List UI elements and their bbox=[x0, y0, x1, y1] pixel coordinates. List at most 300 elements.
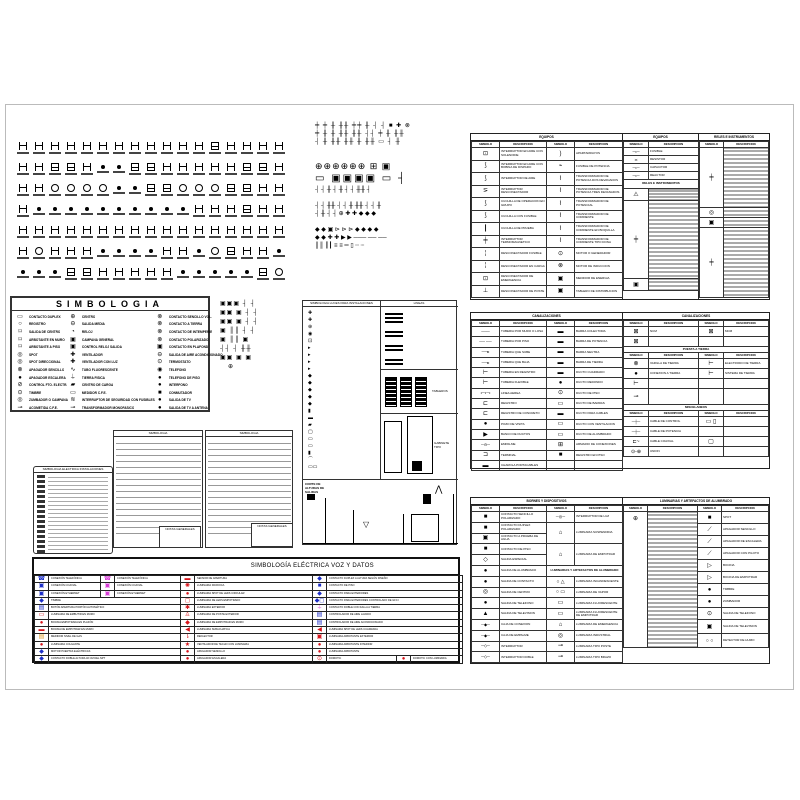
legend-row: ■ CONMUTADOR bbox=[155, 389, 223, 397]
conduits-right-section: SIMBOLO DESCRIPCION SIMBOLO DESCRIPCION ⊠ NCM ⊠ MCM ⊠ PUESTA A TIERRA SIMBOLO DESCRIPCION SIMBOLO DESCRIPCION ⊗ VARILLA DE TIERRA ⊢ ELECTRODO DE TIERRA ● CONEXION A TIERRA ⊢ SISTEMA DE TIERRA ⊢ ⊸ MISCELANEOS SIMBOLO DESCRIPCION SIMBOLO DESCRIPCION ─┼─ CABLE DE CONTROL ▭ ▯ ─┼─ CABLE DE POTENCIA ⊏~ CABLE COAXIAL ▢ ⊙-⊕ UNION bbox=[623, 320, 769, 469]
node-symbol-icon bbox=[113, 247, 125, 262]
table-row: ▤ BOTÓN APERTURA PORTÓN AUTOMÁTICO ✱ LUMINARIA EXTERIOR ⏚ CONTACTO DOBLE CON FALLA A TIERRA bbox=[35, 605, 463, 612]
node-symbol-icon bbox=[97, 205, 109, 220]
switch-symbol-icon bbox=[177, 226, 189, 241]
stair-switch-icon: ● bbox=[18, 374, 22, 381]
switch-symbol-icon bbox=[161, 226, 173, 241]
box-symbol-icon bbox=[161, 184, 173, 199]
box-symbol-icon bbox=[257, 268, 269, 283]
legend-row: ● SALIDA DE TV bbox=[155, 397, 223, 405]
node-symbol-icon bbox=[193, 247, 205, 262]
panel-board-icon bbox=[385, 377, 397, 407]
speaker-symbol-icon bbox=[97, 268, 109, 283]
center-icon: ⊕ bbox=[70, 313, 76, 320]
dimension-line bbox=[453, 494, 454, 543]
switch-symbol-icon bbox=[257, 184, 269, 199]
equipment-table bbox=[470, 133, 770, 300]
relay-list bbox=[649, 201, 699, 279]
thermomagnetic-breaker-icon: ╪ bbox=[472, 235, 500, 248]
installation-table-title: SIMBOLOGIA ELECTRICA INSTALACIONES bbox=[34, 467, 112, 473]
ground-bus-icon: ⊢ bbox=[624, 379, 649, 389]
switch-symbol-icon bbox=[273, 163, 285, 178]
panel-board-icon bbox=[415, 377, 427, 407]
panel-board-icon bbox=[400, 377, 412, 407]
ground-electrode-icon: ⊢ bbox=[699, 359, 724, 369]
switch-symbol-icon bbox=[129, 226, 141, 241]
lights-legend bbox=[303, 301, 381, 479]
ethernet-jack-icon: ▣ bbox=[101, 590, 115, 597]
switch-symbol-icon bbox=[241, 247, 253, 262]
legend-row: ◔ RELOJ bbox=[68, 328, 155, 336]
gas-meter-icon: ▤ bbox=[35, 634, 49, 641]
node-symbol-icon bbox=[129, 205, 141, 220]
node-symbol-icon bbox=[49, 205, 61, 220]
legend-row: ⊸ ACOMETIDA C.F.E. bbox=[15, 404, 68, 412]
dimension-line bbox=[325, 498, 326, 543]
ac-outlet-icon: ⊖ bbox=[157, 351, 163, 358]
load-center-icon: ▰ bbox=[70, 382, 76, 389]
node-symbol-icon bbox=[113, 184, 125, 199]
legend-row: ▣ CAMPANA GENERAL bbox=[68, 336, 155, 344]
outlet-symbol-icon bbox=[273, 268, 285, 283]
power-fuse-icon: ⌁ bbox=[547, 160, 575, 173]
luminaire-notes bbox=[648, 512, 698, 648]
clock-control-icon: ▣ bbox=[70, 344, 76, 351]
wall-lamp-icon: ◆ bbox=[181, 619, 195, 626]
voice-data-symbology-table bbox=[32, 557, 460, 663]
switch-symbol-icon bbox=[193, 205, 205, 220]
switch-symbol-icon bbox=[17, 205, 29, 220]
simple-outlet-icon: ⊗ bbox=[157, 313, 163, 320]
phone-outlet-icon: ⊙ bbox=[698, 608, 722, 620]
breaker-symbol-icon bbox=[257, 163, 269, 178]
switch-symbol-icon bbox=[193, 142, 205, 157]
legend-row: ⌑ ARBOTANTE A PISO bbox=[15, 343, 68, 351]
duplex-outlet-icon: ▭ bbox=[17, 313, 23, 320]
load-disconnector-icon: ╎ bbox=[472, 260, 500, 273]
relays-instruments-section: SIMBOLO DESCRIPCION ╪ ◎ ▣ ╪ bbox=[699, 141, 769, 299]
switch-symbol-icon bbox=[129, 142, 141, 157]
exterior-lamp-icon: ✱ bbox=[181, 605, 195, 612]
fan-icon: ✚ bbox=[70, 351, 76, 358]
buzzer-icon: ● bbox=[698, 596, 722, 608]
outlet-symbol-icon bbox=[209, 184, 221, 199]
switch-symbol-icon bbox=[97, 142, 109, 157]
switch-symbol-icon bbox=[81, 142, 93, 157]
misc-symbols-row: ┤ ┤ ╫ ┤ ╫ ┤ ┤ ╫╫ ┤ ┤ ┤ ╫╫ ┤ ┤ ╫ ╫╫ ┤ ┤ ╫ ┤ ╫ ┤ ┤ ⊕ ✚ ✚ ◆ ◆ ◆ bbox=[315, 187, 382, 217]
control-symbols: ▣▣▣ ┤ ┤ ▣▣ ▣ ┤ ┤ ▣▣ ▣ ┤ ┤ ▣ ║║ ┤ ┤ ▣ ║║ ▣ ┤┤ ┤ ╫╫ ▣▣ ▣ ▣ ⊕ bbox=[220, 301, 259, 370]
switch-symbol-icon bbox=[113, 226, 125, 241]
line-samples bbox=[385, 313, 403, 315]
single-switch-icon: ● bbox=[181, 648, 195, 655]
switch-symbol-icon bbox=[241, 226, 253, 241]
table-row: ● BOCINA EMPOTRADA EN PLAFÓN ◆ LUMINARIA DE EMPOTRAR EN MURO ▤ CONTROLADOR DE AIRE ACONDICIONADO bbox=[35, 619, 463, 626]
misc-subtitle: MISCELANEOS bbox=[624, 405, 769, 411]
floor-duct-icon: ⊙ bbox=[547, 388, 575, 398]
air-breaker-icon: ⊡ bbox=[472, 148, 500, 161]
ethernet-jack-icon: ▣ bbox=[35, 590, 49, 597]
legend-row: ◎ ZUMBADOR O CAMPANA bbox=[15, 397, 68, 405]
legend-row: ⌑ ARBOTANTE EN MURO bbox=[15, 336, 68, 344]
reactor-icon: ─•─ bbox=[624, 172, 649, 180]
outlet-symbol-icon bbox=[33, 247, 45, 262]
transformer-2w-icon: ⌇ bbox=[547, 173, 575, 186]
led-spot-icon: ● bbox=[181, 590, 195, 597]
equipment-header: EQUIPOS EQUIPOS RELES E INSTRUMENTOS bbox=[471, 134, 769, 141]
gabinete-label: GABINETE TIPO bbox=[434, 441, 450, 449]
wall-conduit-icon: ─── bbox=[472, 327, 500, 337]
register-icon: ○ bbox=[18, 321, 22, 328]
panel-symbols-row: ▭ ▣▣▣▣ ▭ ┤ bbox=[315, 173, 408, 184]
clock-icon: ◔ bbox=[71, 328, 75, 335]
legend-row: ⊙ TERMOSTATO bbox=[155, 359, 223, 367]
switch-symbol-icon bbox=[17, 184, 29, 199]
special-outlet-icon: ◇ bbox=[472, 555, 500, 566]
sconce-icon: ● bbox=[313, 648, 327, 655]
switch-symbol-icon bbox=[161, 142, 173, 157]
legend-row: ▣ CONTACTO EN PLAFOND bbox=[155, 343, 223, 351]
switch-symbol-icon bbox=[273, 226, 285, 241]
legend-row: ▰ CENTRO DE CARGA bbox=[68, 381, 155, 389]
switch-symbol-icon bbox=[177, 247, 189, 262]
legend-row: ▭ MEDIDOR C.F.E. bbox=[68, 389, 155, 397]
legend-row: ⊗ CONTACTO SENCILLO VOL. bbox=[155, 313, 223, 321]
domotic-lamp-icon: ● bbox=[397, 656, 411, 663]
switch-symbol-icon bbox=[225, 205, 237, 220]
voltmeter-icon: ▣ bbox=[700, 218, 724, 228]
breaker-symbol-icon bbox=[65, 163, 77, 178]
energy-meter-icon: ▣ bbox=[547, 273, 575, 286]
installation-details-panel bbox=[302, 300, 457, 545]
fuse-icon: ─•─ bbox=[624, 148, 649, 156]
legend-row: ◎ SPOT bbox=[15, 351, 68, 359]
node-symbol-icon bbox=[209, 268, 221, 283]
coax-jack-icon: ▣ bbox=[101, 583, 115, 590]
spot-icon: ■ bbox=[698, 512, 722, 524]
box-symbol-icon bbox=[225, 247, 237, 262]
relay-group-icon: ╪ bbox=[624, 201, 649, 279]
node-symbol-icon bbox=[273, 247, 285, 262]
relay-icon: ⚠ bbox=[624, 189, 649, 201]
tableros-section bbox=[380, 369, 458, 414]
power-cable-icon: ─┼─ bbox=[624, 427, 649, 437]
grounding-subtitle: PUESTA A TIERRA bbox=[624, 347, 769, 353]
bus-duct-icon: ▭ bbox=[547, 399, 575, 409]
switch-symbol-icon bbox=[81, 247, 93, 262]
tv-outlet-icon: ▲ bbox=[472, 609, 500, 620]
recessed-lamp-icon: ⌂ bbox=[547, 544, 575, 566]
legend-row: ⊕ CENTRO bbox=[68, 313, 155, 321]
suspended-lamp-icon: ⌂ bbox=[547, 522, 575, 544]
symbology-table-middle bbox=[113, 430, 203, 548]
box-symbol-icon bbox=[145, 184, 157, 199]
switch-symbol-icon bbox=[97, 226, 109, 241]
breaker-symbol-icon bbox=[145, 163, 157, 178]
exterior-sconce-icon: ▣ bbox=[313, 634, 327, 641]
vapor-lamp-icon: ○ ▭ bbox=[547, 587, 575, 598]
lights-legend-title: SIMBOLOGIA LUCES PARA INSTALACIONES bbox=[303, 301, 380, 307]
legend-row: ⏚ TIERRA FISICA bbox=[69, 374, 105, 381]
splice-box-icon: ─◆─ bbox=[472, 630, 500, 641]
symbol-cluster-top-left bbox=[15, 142, 300, 282]
switch-symbol-icon bbox=[273, 205, 285, 220]
node-symbol-icon bbox=[145, 247, 157, 262]
pendant-lamp-icon: ● bbox=[35, 641, 49, 648]
switch-symbol-icon bbox=[33, 226, 45, 241]
legend-row: ⊗ CONTACTO A TIERRA bbox=[155, 321, 223, 329]
manhole-icon: ● bbox=[472, 419, 500, 429]
switch-symbol-icon bbox=[257, 226, 269, 241]
concrete-register-icon: ⊏ bbox=[472, 409, 500, 419]
photo-control-icon: ⊘ bbox=[17, 382, 23, 389]
terminals-header: BORNES Y DISPOSITIVOS LUMINARIAS Y ARTEFACTOS DE ALUMBRADO bbox=[471, 498, 769, 505]
notes-box: NOTAS GENERALES bbox=[251, 523, 293, 547]
table-row: ☎ CONEXIÓN TELEFÓNICA ☎ CONEXIÓN TELEFÓNICA ▬ SENSOR DE APERTURA ◆ CONTACTO DUPLEX A ALTURA SEGÚN DISEÑO bbox=[35, 576, 463, 583]
arm-lamp-icon: ⊸ bbox=[547, 652, 575, 663]
symbology-table-right bbox=[205, 430, 293, 548]
potential-transformer-icon: ⌇ bbox=[547, 198, 575, 211]
floor-outlet-icon: ■ bbox=[313, 583, 327, 590]
legend-row: ● INTERFONO bbox=[155, 381, 223, 389]
outlet-symbol-icon bbox=[177, 184, 189, 199]
load-center-icon bbox=[423, 494, 431, 504]
table-row: ◆ MOTOR PUERTAS ELÉCTRICAS ● APAGADOR SENCILLO ● LUMINARIA ARBOTANTE bbox=[35, 648, 463, 655]
simbologia-title: SIMBOLOGIA bbox=[12, 298, 208, 311]
node-symbol-icon bbox=[97, 163, 109, 178]
disconnector-icon: ⋝ bbox=[472, 185, 500, 198]
switch-symbol-icon bbox=[145, 142, 157, 157]
coax-jack-icon: ▣ bbox=[35, 583, 49, 590]
switch-symbol-icon bbox=[161, 163, 173, 178]
meter-icon bbox=[307, 494, 315, 500]
meter-list bbox=[724, 228, 769, 298]
terminals-luminaires-table bbox=[470, 497, 770, 664]
power-bar-icon: ▬ bbox=[547, 337, 575, 347]
ground-clamp-icon: ⊸ bbox=[624, 389, 649, 405]
gfci-outlet-icon: ◆◻ bbox=[313, 597, 327, 604]
simbologia-column-3 bbox=[155, 313, 223, 412]
control-symbols-grid bbox=[220, 300, 280, 390]
meter-group-icon: ╪ bbox=[700, 228, 724, 298]
vented-duct-icon: ▭ bbox=[547, 419, 575, 429]
floor-register-icon: ■ bbox=[547, 450, 575, 460]
speaker-icon: ▷ bbox=[698, 560, 722, 572]
air-switch-icon: ⟆ bbox=[472, 173, 500, 186]
switch-icon: ─◇─ bbox=[472, 641, 500, 652]
table-rows bbox=[116, 438, 201, 538]
group-knife-switch-icon: ⟆ bbox=[472, 198, 500, 211]
service-entrance-icon: ⊸ bbox=[17, 404, 23, 411]
switch-symbol-icon bbox=[33, 163, 45, 178]
ceiling-outlet-icon: ▣ bbox=[156, 344, 163, 351]
meter-icon: ▭ bbox=[70, 389, 76, 396]
box-symbol-icon bbox=[241, 184, 253, 199]
emergency-disconnector-icon: ⊡ bbox=[472, 273, 500, 286]
ground-connection-icon: ● bbox=[624, 369, 649, 379]
distribution-board-icon: ▣ bbox=[547, 285, 575, 298]
switch-symbol-icon bbox=[145, 226, 157, 241]
door-icon bbox=[411, 514, 439, 542]
switch-symbol-icon bbox=[17, 226, 29, 241]
duplex-polarized-outlet-icon: ■ bbox=[472, 522, 500, 533]
coax-cable-icon: ⊏~ bbox=[624, 437, 649, 447]
phone-outlet-icon: ● bbox=[472, 598, 500, 609]
smoke-detector-icon: ○ ○ bbox=[698, 634, 722, 648]
switch-symbol-icon bbox=[225, 163, 237, 178]
polarized-outlet-icon: ⊗ bbox=[157, 336, 163, 343]
fuse-disconnector-icon: ╎ bbox=[472, 248, 500, 261]
simbologia-column-1 bbox=[15, 313, 68, 412]
control-cable-icon: ─┼─ bbox=[624, 417, 649, 427]
switch-symbol-icon bbox=[225, 226, 237, 241]
phone-jack-icon: ☎ bbox=[35, 576, 49, 583]
symbol-column bbox=[37, 475, 45, 553]
reflector-icon: ⇂ bbox=[181, 634, 195, 641]
node-symbol-icon bbox=[81, 205, 93, 220]
legend-row: ● SALIDA DE TV A ANTENA bbox=[155, 404, 223, 412]
node-symbol-icon bbox=[113, 163, 125, 178]
switch-symbol-icon bbox=[49, 142, 61, 157]
node-symbol-icon bbox=[225, 268, 237, 283]
induction-motor-icon: ⊗ bbox=[547, 260, 575, 273]
stair-switch-icon: ⟋ bbox=[698, 536, 722, 548]
simbologia-legend-panel bbox=[10, 296, 223, 412]
post-lamp-icon: ⊸ bbox=[547, 641, 575, 652]
interior-sconce-icon: ● bbox=[313, 641, 327, 648]
switch-symbol-icon bbox=[161, 247, 173, 262]
bushing-ct-icon: ⌇ bbox=[547, 223, 575, 236]
ground-icon: ⏚ bbox=[69, 374, 76, 381]
switch-symbol-icon bbox=[193, 226, 205, 241]
directional-spot-icon: ◎ bbox=[17, 359, 23, 366]
node-symbol-icon bbox=[177, 268, 189, 283]
gate-button-icon: ▤ bbox=[35, 605, 49, 612]
tv-outlet-icon: ● bbox=[158, 397, 162, 404]
bell-icon: ● bbox=[698, 584, 722, 596]
switch-symbols-row: ╪ ╪ ╫ ╫╫ ╪╪ ╫ ┤ ┤ ■ ✚ ⊗ ╪ ╫ ╫ ╫╫ ╫╫ ┤┤ ╪ ╫ ╫╫ ┤ ╫ ╫╫ ╫╫ ╫ ╫╫ ▭ ┤ ╫ bbox=[315, 123, 411, 145]
double-switch-icon: ─◇─ bbox=[472, 652, 500, 663]
legend-row: ✚ VENTILADOR bbox=[68, 351, 155, 359]
register-icon: ⊏ bbox=[472, 399, 500, 409]
dimension-line bbox=[353, 510, 354, 543]
cabinet-icon bbox=[407, 416, 433, 474]
duct-bank-icon: ▶ bbox=[472, 429, 500, 439]
outlet-symbol-icon bbox=[65, 184, 77, 199]
domotic-icon: ⊙ bbox=[313, 656, 327, 663]
legend-row: ● APAGADOR ESCALERA bbox=[15, 374, 68, 382]
conduits-table bbox=[470, 312, 770, 469]
switch-symbol-icon bbox=[209, 163, 221, 178]
installation-symbols-table bbox=[33, 466, 113, 554]
recessed-speaker-icon: ▷ bbox=[698, 572, 722, 584]
splice-icon: ─⊖─ bbox=[472, 440, 500, 450]
luminaires-right-section: SIMBOLO DESCRIPCION SIMBOLO DESCRIPCION ⊕ ■ SPOT ⟋ APAGADOR SENCILLO ⟋ APAGADOR DE ESCALERA ⟋ APAGADOR CON PILOTO ▷ BOCINA ▷ BOCINA DE EMPOTRAR ● TIMBRE ● ZUMBADOR ⊙ SALIDA DE TELEFONO ▣ SALIDA DE TELEVISION ○ ○ DETECTOR DE HUMO bbox=[623, 505, 769, 663]
switch-symbol-icon bbox=[49, 247, 61, 262]
table-row: ◆ TIMBRE ◻ LUMINARIA DE LEDS EMPOTRADO ◆◻ CONTACTO PARA EXTERIORES CONTROLADO DE GFCI bbox=[35, 597, 463, 604]
floor-phone-icon: ● bbox=[158, 374, 162, 381]
legend-row: ⊸ TRANSFORMADOR MONOFASICO bbox=[68, 404, 155, 412]
pilot-switch-icon: ⟋ bbox=[698, 548, 722, 560]
switch-symbol-icon bbox=[225, 142, 237, 157]
outlet-symbol-icon bbox=[81, 184, 93, 199]
luminaires-subtitle: LUMINARIAS Y ARTEFACTOS DE ALUMBRADO bbox=[547, 565, 623, 576]
heights-title: CORTE DE ALTURAS DE SALIDAS bbox=[305, 482, 325, 494]
doorbell-icon: ◆ bbox=[35, 597, 49, 604]
switch-symbol-icon bbox=[33, 142, 45, 157]
lights-symbol-list: ✚ ✚ ⊕ ◉ ⊡ ▸ ▸ ▸ ▸ ◆ ◆ ◆ ◆ ◆ ▮ ▬ ▰ ▢ ▭ ▭ ▮ ⌒ ▭▭ bbox=[308, 310, 318, 470]
box-icon: ⊠ bbox=[624, 337, 649, 347]
floor-conduit-icon: ── ── bbox=[472, 337, 500, 347]
conduits-header: CANALIZACIONES CANALIZACIONES bbox=[471, 313, 769, 320]
terminal-icon: ⊐ bbox=[472, 450, 500, 460]
surge-arrester-icon: ) bbox=[547, 148, 575, 161]
controller-icon: ▤ bbox=[313, 612, 327, 619]
current-transformer-icon: ⌇ bbox=[547, 210, 575, 223]
middle-table-title: SIMBOLOGIA bbox=[114, 431, 202, 437]
aerial-line-icon: •─•─• bbox=[472, 388, 500, 398]
legend-row: ⊗ CONTACTO POLARIZADO bbox=[155, 336, 223, 344]
luminaire-reference-icon: ⊕ bbox=[624, 512, 648, 648]
switch-symbol-icon bbox=[273, 142, 285, 157]
door-motor-icon: ◆ bbox=[35, 648, 49, 655]
collector-bar-icon: ▬ bbox=[547, 327, 575, 337]
legend-row: ○ REGISTRO bbox=[15, 321, 68, 329]
node-symbol-icon bbox=[97, 247, 109, 262]
legend-row: ✚ VENTILADOR CON LUZ bbox=[68, 359, 155, 367]
switch-symbol-icon bbox=[193, 163, 205, 178]
relay-box-icon: ▣ bbox=[624, 279, 649, 291]
switch-symbol-icon bbox=[177, 163, 189, 178]
ground-outlet-icon: ⊗ bbox=[157, 321, 163, 328]
switch-symbol-icon bbox=[113, 142, 125, 157]
equipment-mid-section: SIMBOLO DESCRIPCION ─•─ FUSIBLE ≍ RESISTOR ─•─ CAPACITOR ─•─ REACTOR RELES E INSTRUMENTOS ⚠ ╪ ▣ bbox=[623, 141, 699, 299]
node-symbol-icon bbox=[33, 205, 45, 220]
switch-symbol-icon bbox=[257, 247, 269, 262]
recessed-fluorescent-icon: ▭ bbox=[547, 609, 575, 620]
notes-box: NOTAS GENERALES bbox=[159, 526, 201, 548]
lighting-outlet-icon: ● bbox=[472, 565, 500, 576]
switch-symbol-icon bbox=[257, 142, 269, 157]
simple-polarized-outlet-icon: ■ bbox=[472, 512, 500, 523]
switch-symbol-icon bbox=[257, 205, 269, 220]
dimension-line bbox=[403, 514, 404, 543]
lines-legend-title: LINEAS bbox=[380, 301, 458, 307]
conduit-down-icon: ──▸ bbox=[472, 357, 500, 367]
outlet-symbol-icon bbox=[209, 247, 221, 262]
switch-symbol-icon bbox=[17, 163, 29, 178]
outlet-symbol-icon bbox=[49, 184, 61, 199]
dichroic-lamp-icon: ✺ bbox=[181, 583, 195, 590]
incandescent-lamp-icon: ○ △ bbox=[547, 576, 575, 587]
misc-symbols-row-2: ◆ ◆ ▣ ⊳ ⊳ ⊳ ◆ ◆ ◆ ◆ ◆ ◆ ✚ ✚ ▶ ▶ ─── ── ── ║║ ┃┃ ≡ ≡ ═ ▯ ┄ ┄ bbox=[315, 227, 387, 249]
bell-icon: ⊙ bbox=[17, 389, 23, 396]
floor-outlet-icon: ■ bbox=[472, 544, 500, 555]
conduit-up-icon: ──▸ bbox=[472, 347, 500, 357]
floor-line bbox=[303, 543, 458, 544]
single-switch-icon: ⟋ bbox=[698, 524, 722, 536]
outdoor-outlet-icon: ◆ bbox=[313, 590, 327, 597]
legend-row: ● TELEFONO DE PISO bbox=[155, 374, 223, 382]
single-switch-icon: ⊗ bbox=[17, 366, 23, 373]
table-row: ▬ BOCINA DE EMPOTRAR EN MURO ◀ LUMINARIA SUBACUATICA ◀ LUMINARIA SPOT DE LEDS CUADRADA bbox=[35, 627, 463, 634]
breaker-coil-icon: ⟆ bbox=[472, 160, 500, 173]
legend-row: ∿ TUBO FLUORESCENTE bbox=[68, 366, 155, 374]
outlet-symbol-icon bbox=[193, 184, 205, 199]
junction-box-icon: ─◆─ bbox=[472, 619, 500, 630]
switch-symbol-icon bbox=[65, 247, 77, 262]
switchboard-icon: ■ bbox=[158, 389, 162, 396]
ceiling-fan-icon: ★ bbox=[181, 641, 195, 648]
